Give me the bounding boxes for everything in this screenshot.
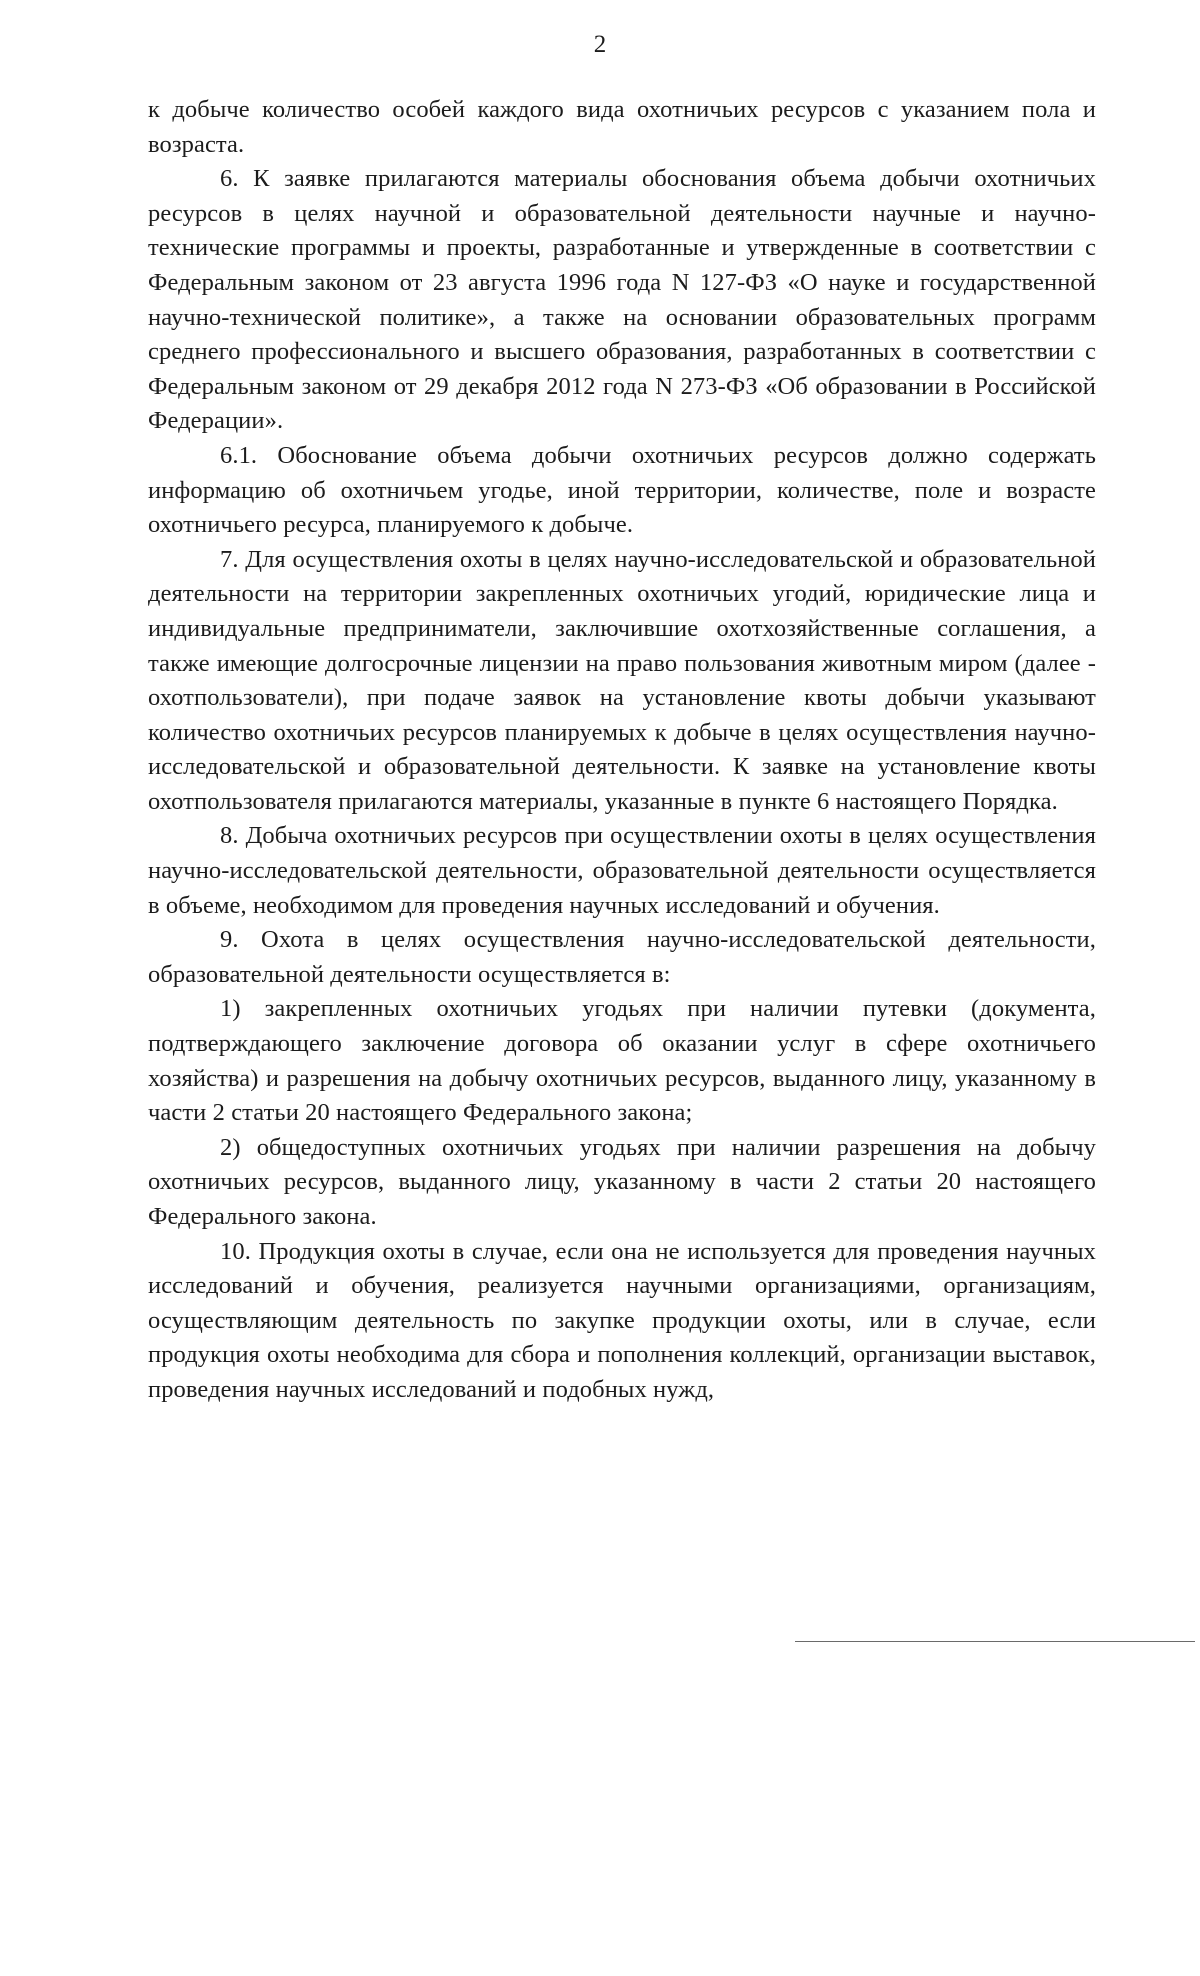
- footer-divider: [795, 1641, 1195, 1642]
- paragraph-6: 6. К заявке прилагаются материалы обоснования объема добычи охотничьих ресурсов в целях научной и образовательной деятельности научные и научно-технические программы и проекты, разработанные и утвержденные в соответствии с Федеральным законом от 23 августа 1996 года N 127-ФЗ «О науке и государственной научно-технической политике», а также на основании образовательных программ среднего профессионального и высшего образования, разработанных в соответствии с Федеральным законом от 29 декабря 2012 года N 273-ФЗ «Об образовании в Российской Федерации».: [148, 165, 1096, 435]
- page-number: 2: [593, 31, 607, 58]
- paragraph-6-1: 6.1. Обоснование объема добычи охотничьих ресурсов должно содержать информацию об охотничьем угодье, иной территории, количестве, поле и возрасте охотничьего ресурса, планируемого к добыче.: [148, 441, 1096, 539]
- paragraph-7: 7. Для осуществления охоты в целях научно-исследовательской и образовательной деятельности на территории закрепленных охотничьих угодий, юридические лица и индивидуальные предприниматели, заключившие охотхозяйственные соглашения, а также имеющие долгосрочные лицензии на право пользования животным миром (далее - охотпользователи), при подаче заявок на установление квоты добычи указывают количество охотничьих ресурсов планируемых к добыче в целях осуществления научно-исследовательской и образовательной деятельности. К заявке на установление квоты охотпользователя прилагаются материалы, указанные в пункте 6 настоящего Порядка.: [148, 545, 1096, 815]
- document-body: [148, 93, 1096, 1408]
- paragraph-9: 9. Охота в целях осуществления научно-исследовательской деятельности, образовательной деятельности осуществляется в:: [148, 926, 1096, 988]
- paragraph-10: 10. Продукция охоты в случае, если она не используется для проведения научных исследований и обучения, реализуется научными организациями, организациям, осуществляющим деятельность по закупке продукции охоты, или в случае, если продукция охоты необходима для сбора и пополнения коллекций, организации выставок, проведения научных исследований и подобных нужд,: [148, 1237, 1096, 1403]
- list-item-2: 2) общедоступных охотничьих угодьях при наличии разрешения на добычу охотничьих ресурсов, выданного лицу, указанному в части 2 статьи 20 настоящего Федерального закона.: [148, 1133, 1096, 1230]
- list-item-1: 1) закрепленных охотничьих угодьях при наличии путевки (документа, подтверждающего заключение договора об оказании услуг в сфере охотничьего хозяйства) и разрешения на добычу охотничьих ресурсов, выданного лицу, указанному в части 2 статьи 20 настоящего Федерального закона;: [148, 995, 1096, 1127]
- paragraph-continuation: к добыче количество особей каждого вида охотничьих ресурсов с указанием пола и возраста.: [148, 96, 1096, 158]
- paragraph-8: 8. Добыча охотничьих ресурсов при осуществлении охоты в целях осуществления научно-исследовательской деятельности, образовательной деятельности осуществляется в объеме, необходимом для проведения научных исследований и обучения.: [148, 822, 1096, 919]
